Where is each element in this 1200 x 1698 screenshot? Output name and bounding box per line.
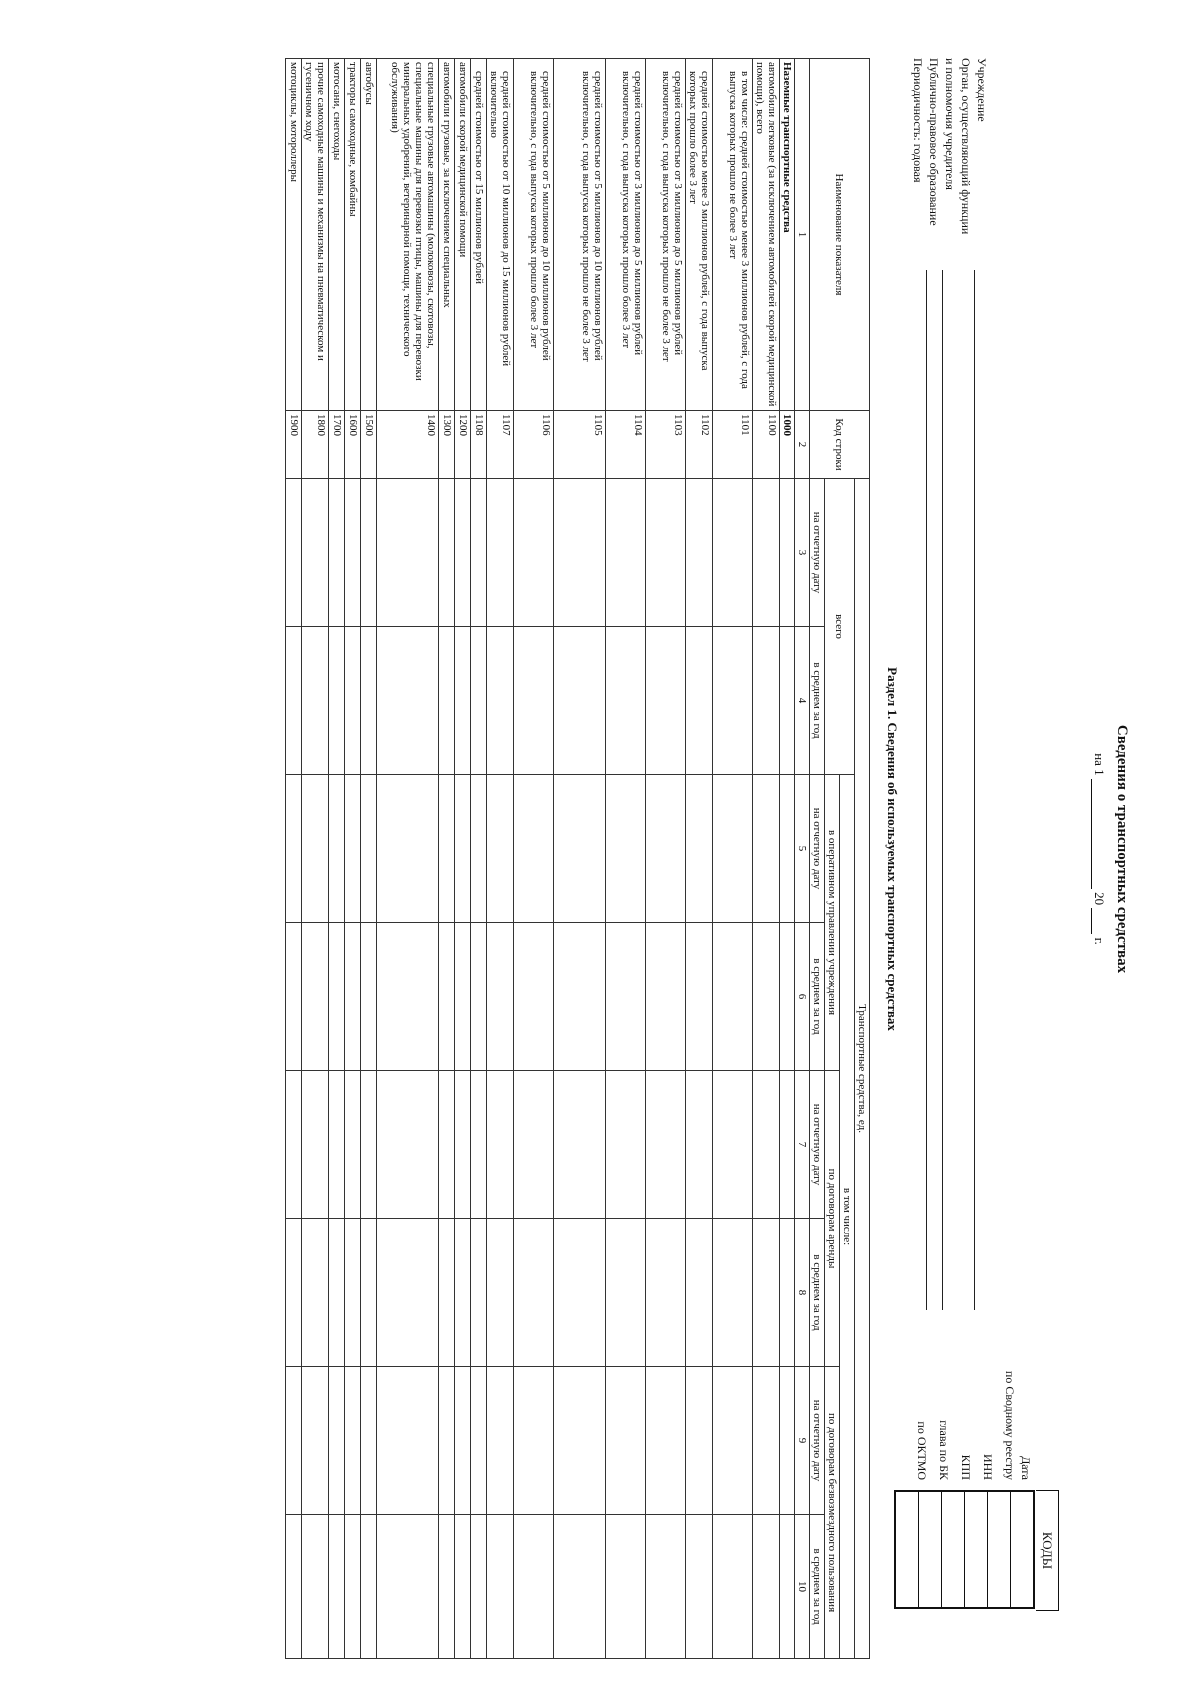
value-cell[interactable] (646, 1515, 686, 1659)
column-number: 7 (795, 1071, 810, 1219)
value-cell[interactable] (345, 923, 361, 1071)
value-cell[interactable] (345, 479, 361, 627)
row-code: 1200 (455, 411, 471, 479)
subheader-avg-year: в среднем за год (810, 627, 825, 775)
row-name: автомобили грузовые, за исключением специальных (439, 59, 455, 411)
value-cell[interactable] (780, 1071, 795, 1219)
value-cell[interactable] (686, 923, 713, 1071)
value-cell[interactable] (329, 1515, 345, 1659)
row-name: прочие самоходные машины и механизмы на пневматическом и гусеничном ходу (302, 59, 329, 411)
value-cell[interactable] (439, 923, 455, 1071)
value-cell[interactable] (487, 1071, 514, 1219)
value-cell[interactable] (713, 775, 753, 923)
value-cell[interactable] (286, 1071, 302, 1219)
header-label: Периодичность: годовая (911, 58, 925, 183)
code-label: Дата (1019, 1456, 1033, 1480)
value-cell[interactable] (439, 1071, 455, 1219)
code-cell[interactable] (1010, 1492, 1033, 1607)
value-cell[interactable] (554, 775, 606, 923)
value-cell[interactable] (345, 1219, 361, 1367)
column-number: 3 (795, 479, 810, 627)
value-cell[interactable] (487, 1515, 514, 1659)
value-cell[interactable] (606, 1219, 646, 1367)
codes-box (894, 1490, 1035, 1609)
value-cell[interactable] (471, 627, 487, 775)
value-cell[interactable] (646, 1367, 686, 1515)
value-cell[interactable] (471, 1219, 487, 1367)
row-code: 1000 (780, 411, 795, 479)
value-cell[interactable] (455, 627, 471, 775)
table-row (329, 59, 345, 1659)
column-number: 8 (795, 1219, 810, 1367)
value-cell[interactable] (361, 923, 377, 1071)
row-name: мотоциклы, мотороллеры (286, 59, 302, 411)
value-cell[interactable] (455, 1219, 471, 1367)
value-cell[interactable] (514, 775, 554, 923)
value-cell[interactable] (514, 1367, 554, 1515)
column-number: 10 (795, 1515, 810, 1659)
date-blank (1091, 779, 1104, 889)
value-cell[interactable] (455, 1071, 471, 1219)
value-cell[interactable] (345, 1515, 361, 1659)
row-code: 1105 (554, 411, 606, 479)
value-cell[interactable] (514, 923, 554, 1071)
row-code: 1108 (471, 411, 487, 479)
value-cell[interactable] (439, 1219, 455, 1367)
table-row (514, 59, 554, 1659)
table-row (361, 59, 377, 1659)
value-cell[interactable] (439, 627, 455, 775)
value-cell[interactable] (753, 627, 780, 775)
subheader-on-date: на отчетную дату (810, 1071, 825, 1219)
row-name: автомобили скорой медицинской помощи (455, 59, 471, 411)
table-row (455, 59, 471, 1659)
value-cell[interactable] (646, 923, 686, 1071)
value-cell[interactable] (377, 775, 439, 923)
subheader-free-use: по договорам безвозмездного пользования (825, 1367, 840, 1659)
value-cell[interactable] (302, 1367, 329, 1515)
value-cell[interactable] (361, 1515, 377, 1659)
table-row (780, 59, 795, 1659)
value-cell[interactable] (361, 1367, 377, 1515)
value-cell[interactable] (377, 923, 439, 1071)
value-cell[interactable] (439, 1515, 455, 1659)
group-header-including: в том числе: (840, 775, 855, 1659)
value-cell[interactable] (471, 1515, 487, 1659)
value-cell[interactable] (471, 1367, 487, 1515)
value-cell[interactable] (780, 775, 795, 923)
date-prefix: на 1 (1092, 753, 1107, 776)
row-name: автомобили легковые (за исключением автомобилей скорой медицинской помощи), всего (753, 59, 780, 411)
value-cell[interactable] (780, 1515, 795, 1659)
value-cell[interactable] (686, 1515, 713, 1659)
subheader-avg-year: в среднем за год (810, 1515, 825, 1659)
value-cell[interactable] (554, 479, 606, 627)
subheader-operational: в оперативном управлении учреждения (825, 775, 840, 1071)
value-cell[interactable] (455, 1515, 471, 1659)
value-cell[interactable] (606, 479, 646, 627)
value-cell[interactable] (753, 1071, 780, 1219)
header-label: Орган, осуществляющий функции (959, 58, 973, 235)
value-cell[interactable] (646, 1219, 686, 1367)
value-cell[interactable] (345, 1367, 361, 1515)
year-blank (1091, 908, 1104, 934)
value-cell[interactable] (686, 479, 713, 627)
subheader-on-date: на отчетную дату (810, 479, 825, 627)
row-name: средней стоимостью от 5 миллионов до 10 миллионов рублей включительно, с года выпуска которых прошло не более 3 лет (554, 59, 606, 411)
value-cell[interactable] (455, 1367, 471, 1515)
column-number: 5 (795, 775, 810, 923)
value-cell[interactable] (361, 1071, 377, 1219)
value-cell[interactable] (646, 627, 686, 775)
col-header-code: Код строки (810, 411, 870, 479)
table-row (302, 59, 329, 1659)
value-cell[interactable] (471, 775, 487, 923)
value-cell[interactable] (286, 1515, 302, 1659)
column-number: 1 (795, 59, 810, 411)
code-cell[interactable] (918, 1492, 941, 1607)
value-cell[interactable] (780, 627, 795, 775)
row-code: 1100 (753, 411, 780, 479)
column-number-row (795, 59, 810, 1659)
table-row (487, 59, 514, 1659)
value-cell[interactable] (471, 1071, 487, 1219)
value-cell[interactable] (455, 479, 471, 627)
value-cell[interactable] (302, 923, 329, 1071)
row-name: средней стоимостью от 10 миллионов до 15 миллионов рублей включительно (487, 59, 514, 411)
row-code: 1600 (345, 411, 361, 479)
code-label: по Сводному реестру (1003, 1370, 1017, 1480)
codes-title: КОДЫ (1036, 1490, 1059, 1611)
value-cell[interactable] (514, 627, 554, 775)
value-cell[interactable] (514, 1071, 554, 1219)
code-cell[interactable] (941, 1492, 964, 1607)
fill-line (942, 270, 943, 1310)
value-cell[interactable] (554, 1515, 606, 1659)
value-cell[interactable] (554, 1071, 606, 1219)
value-cell[interactable] (686, 1071, 713, 1219)
code-label: КПП (959, 1454, 973, 1480)
value-cell[interactable] (713, 1367, 753, 1515)
value-cell[interactable] (471, 923, 487, 1071)
subheader-avg-year: в среднем за год (810, 923, 825, 1071)
value-cell[interactable] (302, 479, 329, 627)
value-cell[interactable] (329, 627, 345, 775)
subheader-lease: по договорам аренды (825, 1071, 840, 1367)
value-cell[interactable] (606, 627, 646, 775)
column-number: 9 (795, 1367, 810, 1515)
value-cell[interactable] (329, 775, 345, 923)
value-cell[interactable] (455, 923, 471, 1071)
row-name: средней стоимостью менее 3 миллионов рублей, с года выпуска которых прошло более 3 лет (686, 59, 713, 411)
code-cell[interactable] (964, 1492, 987, 1607)
document-title: Сведения о транспортных средствах (1114, 724, 1130, 974)
value-cell[interactable] (780, 923, 795, 1071)
col-header-name: Наименование показателя (810, 59, 870, 411)
value-cell[interactable] (286, 1367, 302, 1515)
value-cell[interactable] (487, 479, 514, 627)
code-cell[interactable] (987, 1492, 1010, 1607)
table-row (713, 59, 753, 1659)
value-cell[interactable] (753, 1515, 780, 1659)
year-prefix: 20 (1092, 892, 1107, 906)
value-cell[interactable] (514, 1219, 554, 1367)
value-cell[interactable] (780, 1367, 795, 1515)
value-cell[interactable] (606, 1367, 646, 1515)
row-name: мотосани, снегоходы (329, 59, 345, 411)
row-code: 1900 (286, 411, 302, 479)
value-cell[interactable] (471, 479, 487, 627)
value-cell[interactable] (487, 775, 514, 923)
value-cell[interactable] (554, 627, 606, 775)
row-code: 1101 (713, 411, 753, 479)
value-cell[interactable] (455, 775, 471, 923)
value-cell[interactable] (713, 923, 753, 1071)
value-cell[interactable] (487, 627, 514, 775)
group-header-total: всего (825, 479, 855, 775)
value-cell[interactable] (377, 1071, 439, 1219)
column-number: 2 (795, 411, 810, 479)
table-row (686, 59, 713, 1659)
fill-line (974, 270, 975, 1310)
row-code: 1102 (686, 411, 713, 479)
value-cell[interactable] (345, 1071, 361, 1219)
value-cell[interactable] (286, 775, 302, 923)
table-row (286, 59, 302, 1659)
value-cell[interactable] (686, 627, 713, 775)
value-cell[interactable] (606, 1515, 646, 1659)
row-name: тракторы самоходные, комбайны (345, 59, 361, 411)
value-cell[interactable] (329, 479, 345, 627)
value-cell[interactable] (377, 479, 439, 627)
table-body (286, 59, 795, 1659)
value-cell[interactable] (606, 1071, 646, 1219)
row-name: специальные грузовые автомашины (молоковозы, скотовозы, специальные машины для перевозки птицы, машины для перевозки минеральных удобрений, ветеринарной помощи, технического обслуживания) (377, 59, 439, 411)
header-label: Учреждение (975, 58, 989, 122)
code-label: глава по БК (937, 1420, 951, 1480)
value-cell[interactable] (345, 627, 361, 775)
table-row (753, 59, 780, 1659)
fill-line (926, 270, 927, 1310)
value-cell[interactable] (713, 1071, 753, 1219)
value-cell[interactable] (514, 1515, 554, 1659)
header-label: Публично-правовое образование (927, 58, 941, 226)
value-cell[interactable] (361, 627, 377, 775)
table-row (439, 59, 455, 1659)
value-cell[interactable] (302, 1071, 329, 1219)
value-cell[interactable] (554, 923, 606, 1071)
row-name: автобусы (361, 59, 377, 411)
header-label: и полномочия учредителя (943, 58, 957, 190)
value-cell[interactable] (554, 1367, 606, 1515)
value-cell[interactable] (713, 627, 753, 775)
value-cell[interactable] (753, 1367, 780, 1515)
value-cell[interactable] (780, 1219, 795, 1367)
row-code: 1103 (646, 411, 686, 479)
value-cell[interactable] (606, 923, 646, 1071)
subheader-on-date: на отчетную дату (810, 1367, 825, 1515)
row-name: средней стоимостью от 3 миллионов до 5 миллионов рублей включительно, с года выпуска которых прошло не более 3 лет (646, 59, 686, 411)
value-cell[interactable] (780, 479, 795, 627)
value-cell[interactable] (377, 627, 439, 775)
value-cell[interactable] (753, 1219, 780, 1367)
row-code: 1104 (606, 411, 646, 479)
value-cell[interactable] (686, 1219, 713, 1367)
value-cell[interactable] (361, 775, 377, 923)
table-row (377, 59, 439, 1659)
value-cell[interactable] (439, 479, 455, 627)
vehicles-table (285, 58, 870, 1659)
row-code: 1700 (329, 411, 345, 479)
table-row (554, 59, 606, 1659)
row-name: в том числе: средней стоимостью менее 3 миллионов рублей, с года выпуска которых прошло не более 3 лет (713, 59, 753, 411)
year-suffix: г. (1092, 937, 1107, 945)
subheader-on-date: на отчетную дату (810, 775, 825, 923)
header-labels (910, 58, 990, 234)
table-row (646, 59, 686, 1659)
value-cell[interactable] (361, 1219, 377, 1367)
value-cell[interactable] (302, 1515, 329, 1659)
table-row (471, 59, 487, 1659)
value-cell[interactable] (286, 627, 302, 775)
value-cell[interactable] (646, 1071, 686, 1219)
value-cell[interactable] (329, 923, 345, 1071)
group-header-vehicles: Транспортные средства, ед. (855, 479, 870, 1659)
value-cell[interactable] (329, 1367, 345, 1515)
value-cell[interactable] (753, 479, 780, 627)
value-cell[interactable] (753, 775, 780, 923)
value-cell[interactable] (439, 775, 455, 923)
value-cell[interactable] (686, 1367, 713, 1515)
value-cell[interactable] (487, 1367, 514, 1515)
value-cell[interactable] (686, 775, 713, 923)
value-cell[interactable] (302, 775, 329, 923)
row-name: Наземные транспортные средства (780, 59, 795, 411)
value-cell[interactable] (345, 775, 361, 923)
value-cell[interactable] (514, 479, 554, 627)
table-row (345, 59, 361, 1659)
value-cell[interactable] (713, 479, 753, 627)
value-cell[interactable] (302, 1219, 329, 1367)
row-name: средней стоимостью от 5 миллионов до 10 миллионов рублей включительно, с года выпуска которых прошло более 3 лет (514, 59, 554, 411)
row-code: 1300 (439, 411, 455, 479)
value-cell[interactable] (487, 923, 514, 1071)
code-label: по ОКТМО (915, 1421, 929, 1480)
table-row (606, 59, 646, 1659)
value-cell[interactable] (753, 923, 780, 1071)
subheader-avg-year: в среднем за год (810, 1219, 825, 1367)
value-cell[interactable] (377, 1367, 439, 1515)
row-code: 1500 (361, 411, 377, 479)
report-date-line (1091, 0, 1107, 1698)
value-cell[interactable] (286, 1219, 302, 1367)
row-name: средней стоимостью от 3 миллионов до 5 миллионов рублей включительно, с года выпуска которых прошло более 3 лет (606, 59, 646, 411)
value-cell[interactable] (302, 627, 329, 775)
value-cell[interactable] (713, 1219, 753, 1367)
value-cell[interactable] (329, 1071, 345, 1219)
value-cell[interactable] (286, 923, 302, 1071)
row-code: 1400 (377, 411, 439, 479)
value-cell[interactable] (713, 1515, 753, 1659)
value-cell[interactable] (377, 1515, 439, 1659)
value-cell[interactable] (329, 1219, 345, 1367)
value-cell[interactable] (487, 1219, 514, 1367)
value-cell[interactable] (361, 479, 377, 627)
code-label: ИНН (981, 1454, 995, 1480)
value-cell[interactable] (646, 775, 686, 923)
value-cell[interactable] (286, 479, 302, 627)
row-code: 1107 (487, 411, 514, 479)
value-cell[interactable] (377, 1219, 439, 1367)
section-title: Раздел 1. Сведения об используемых транспортных средствах (885, 667, 900, 1031)
value-cell[interactable] (646, 479, 686, 627)
column-number: 4 (795, 627, 810, 775)
value-cell[interactable] (554, 1219, 606, 1367)
row-code: 1106 (514, 411, 554, 479)
value-cell[interactable] (439, 1367, 455, 1515)
row-name: средней стоимостью от 15 миллионов рублей (471, 59, 487, 411)
row-code: 1800 (302, 411, 329, 479)
value-cell[interactable] (606, 775, 646, 923)
column-number: 6 (795, 923, 810, 1071)
